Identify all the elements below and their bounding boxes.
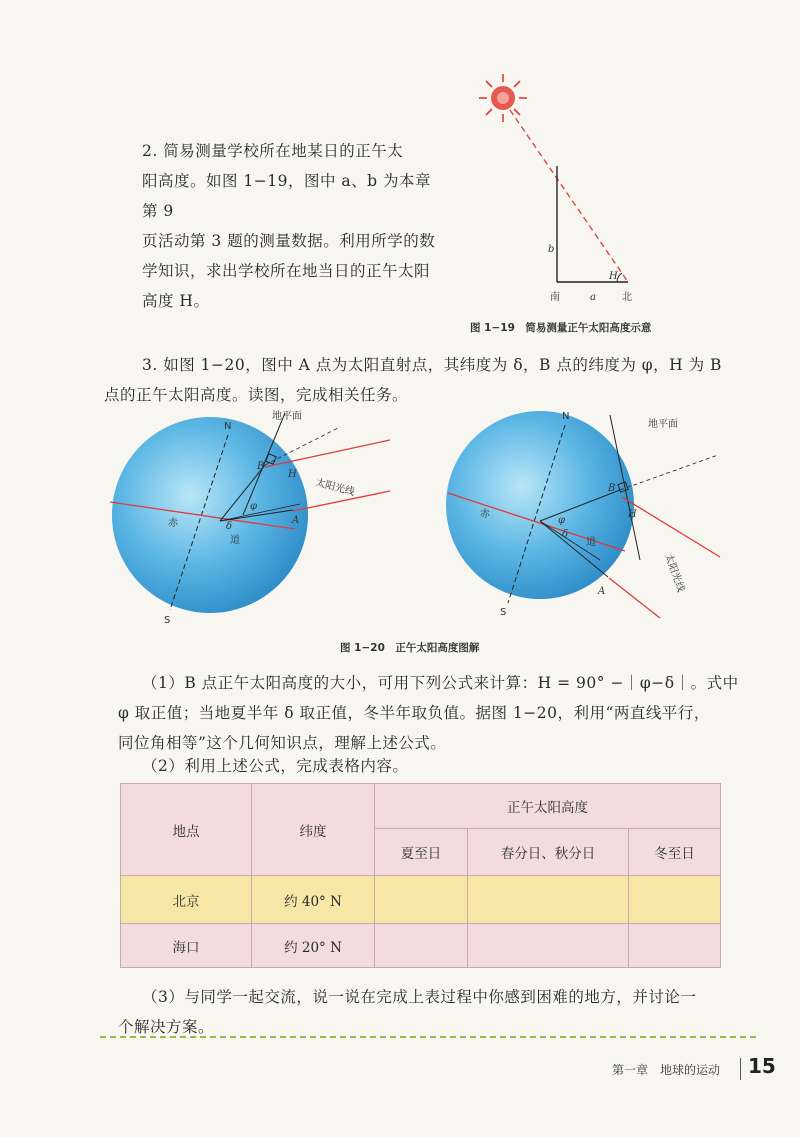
para2-line3: 页活动第 3 题的测量数据。利用所学的数 bbox=[142, 232, 436, 250]
right-S: S bbox=[500, 607, 507, 618]
cell-place: 海口 bbox=[121, 924, 252, 968]
right-dao: 道 bbox=[586, 537, 596, 548]
table-row bbox=[121, 924, 721, 968]
left-chi: 赤 bbox=[168, 518, 178, 529]
task1-line1: （1）B 点正午太阳高度的大小，可用下列公式来计算：H = 90° −｜φ−δ｜。式中 bbox=[142, 674, 739, 692]
task3-line2: 个解决方案。 bbox=[118, 1018, 215, 1036]
label-north: 北 bbox=[622, 292, 632, 303]
right-sunrays-label: 太阳光线 bbox=[662, 552, 687, 594]
footer-dashed-rule bbox=[100, 1036, 756, 1038]
header-equinox: 春分日、秋分日 bbox=[468, 829, 629, 876]
paragraph-2 bbox=[142, 136, 442, 316]
right-B: B bbox=[608, 483, 616, 494]
task-1 bbox=[118, 668, 762, 758]
left-phi: φ bbox=[250, 501, 258, 512]
left-sunrays-label: 太阳光线 bbox=[314, 477, 356, 499]
left-B: B bbox=[257, 461, 265, 472]
task-3 bbox=[118, 982, 762, 1042]
para2-line2: 阳高度。如图 1−19，图中 a、b 为本章第 9 bbox=[142, 172, 432, 220]
label-b: b bbox=[548, 244, 555, 255]
left-N: N bbox=[224, 421, 232, 432]
cell-summer[interactable] bbox=[375, 924, 468, 968]
right-N: N bbox=[562, 411, 570, 422]
sun-icon bbox=[479, 74, 527, 122]
right-H: H bbox=[628, 509, 637, 520]
paragraph-3 bbox=[104, 350, 762, 410]
figure-1-19-caption: 图 1−19 简易测量正午太阳高度示意 bbox=[470, 322, 652, 334]
header-place: 地点 bbox=[121, 784, 252, 876]
sun-ray-line bbox=[510, 110, 628, 282]
right-phi: φ bbox=[558, 515, 566, 526]
right-zenith bbox=[620, 455, 718, 490]
left-dao: 道 bbox=[230, 535, 240, 546]
left-delta: δ bbox=[226, 521, 233, 532]
header-noon-altitude: 正午太阳高度 bbox=[375, 784, 721, 829]
right-globe bbox=[446, 411, 634, 599]
task3-line1: （3）与同学一起交流，说一说在完成上表过程中你感到困难的地方，并讨论一 bbox=[142, 988, 697, 1006]
right-horizon-label: 地平面 bbox=[648, 419, 678, 430]
footer-divider bbox=[740, 1058, 741, 1080]
figure-1-19 bbox=[470, 60, 690, 310]
cell-equinox[interactable] bbox=[468, 924, 629, 968]
right-sunray-1 bbox=[622, 497, 720, 557]
para2-line1: 2. 简易测量学校所在地某日的正午太 bbox=[142, 142, 404, 160]
cell-latitude: 约 40° N bbox=[252, 876, 375, 924]
task1-line3: 同位角相等”这个几何知识点，理解上述公式。 bbox=[118, 734, 447, 752]
left-globe bbox=[112, 417, 308, 613]
left-A: A bbox=[292, 515, 300, 526]
task-2: （2）利用上述公式，完成表格内容。 bbox=[142, 757, 409, 775]
cell-equinox[interactable] bbox=[468, 876, 629, 924]
cell-place: 北京 bbox=[121, 876, 252, 924]
header-summer-solstice: 夏至日 bbox=[375, 829, 468, 876]
noon-altitude-table bbox=[120, 783, 721, 968]
right-globe-diagram bbox=[446, 411, 720, 618]
header-latitude: 纬度 bbox=[252, 784, 375, 876]
left-horizon-label: 地平面 bbox=[272, 411, 302, 422]
left-S: S bbox=[164, 615, 171, 626]
cell-latitude: 约 20° N bbox=[252, 924, 375, 968]
para2-line4: 学知识，求出学校所在地当日的正午太阳 bbox=[142, 262, 431, 280]
label-H: H bbox=[609, 271, 618, 282]
right-A: A bbox=[598, 586, 606, 597]
table-row bbox=[121, 876, 721, 924]
para2-line5: 高度 H。 bbox=[142, 292, 210, 310]
figure-1-20 bbox=[100, 405, 740, 630]
label-a: a bbox=[590, 292, 596, 303]
header-winter-solstice: 冬至日 bbox=[629, 829, 721, 876]
cell-winter[interactable] bbox=[629, 876, 721, 924]
left-globe-diagram bbox=[110, 409, 390, 626]
task1-line2: φ 取正值；当地夏半年 δ 取正值，冬半年取负值。据图 1−20，利用“两直线平行， bbox=[118, 704, 710, 722]
page-number: 15 bbox=[748, 1054, 776, 1078]
angle-arc bbox=[617, 273, 622, 282]
para3-line1: 3. 如图 1−20，图中 A 点为太阳直射点，其纬度为 δ，B 点的纬度为 φ，H 为 B bbox=[142, 356, 722, 374]
label-south: 南 bbox=[550, 292, 560, 303]
left-H: H bbox=[288, 469, 297, 480]
cell-summer[interactable] bbox=[375, 876, 468, 924]
right-delta: δ bbox=[562, 529, 569, 540]
para3-line2: 点的正午太阳高度。读图，完成相关任务。 bbox=[104, 386, 409, 404]
right-sunray-2 bbox=[609, 578, 660, 618]
chapter-title: 第一章 地球的运动 bbox=[612, 1063, 721, 1077]
cell-winter[interactable] bbox=[629, 924, 721, 968]
figure-1-20-caption: 图 1−20 正午太阳高度图解 bbox=[340, 642, 480, 654]
right-chi: 赤 bbox=[480, 509, 490, 520]
